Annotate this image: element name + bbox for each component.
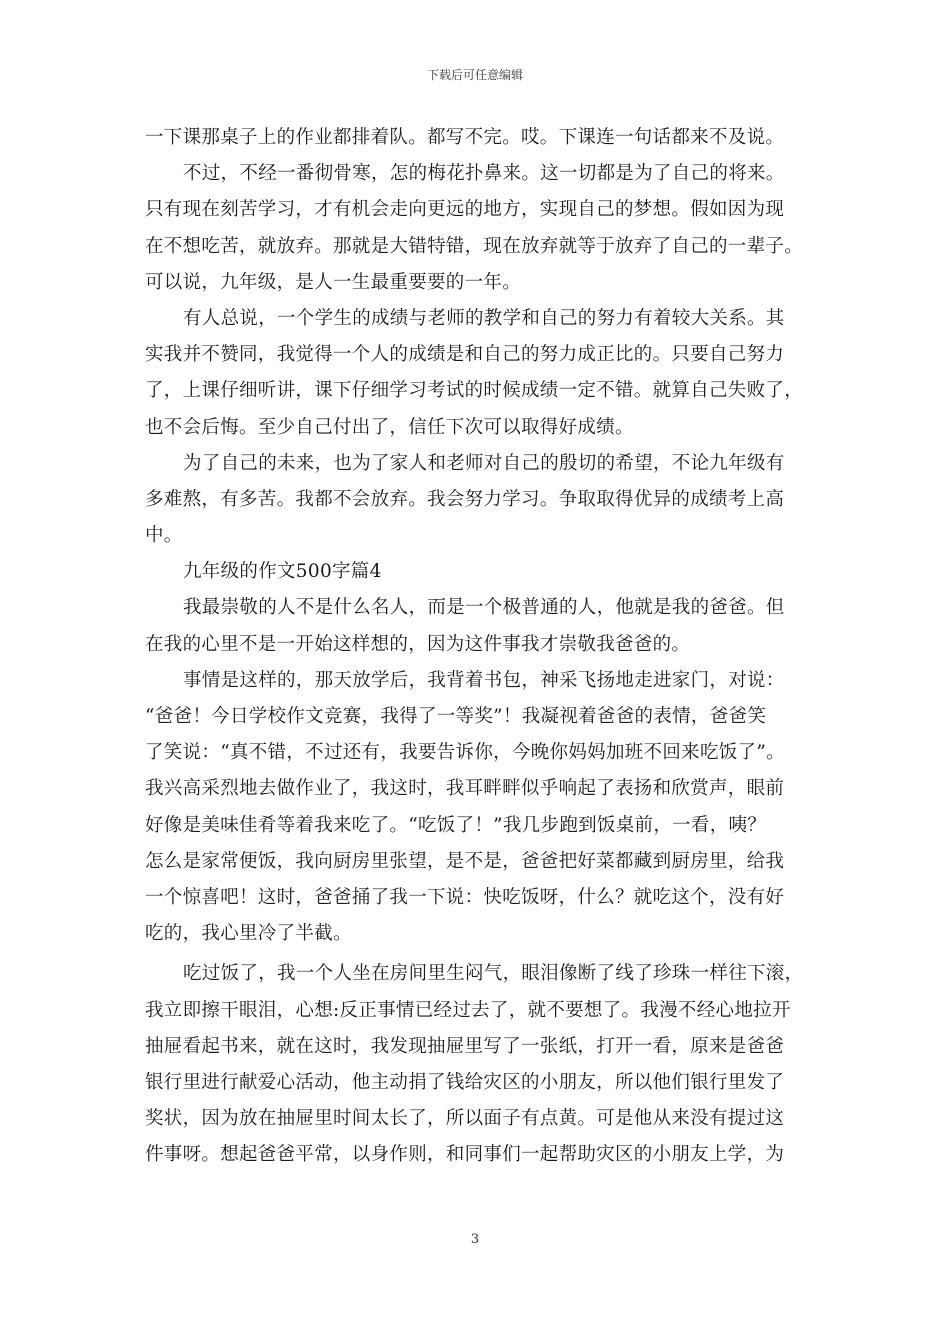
text-line: 吃的，我心里冷了半截。 — [145, 923, 352, 945]
text-line: 实我并不赞同，我觉得一个人的成绩是和自己的努力成正比的。只要自己努力 — [145, 344, 785, 366]
text-line: 一下课那桌子上的作业都排着队。都写不完。哎。下课连一句话都来不及说。 — [145, 127, 785, 148]
paragraph-start: 为了自己的未来，也为了家人和老师对自己的殷切的希望，不论九年级有 — [183, 452, 785, 474]
text-line: 了，上课仔细听讲，课下仔细学习考试的时候成绩一定不错。就算自己失败了， — [145, 380, 804, 402]
paragraph-start: 我最崇敬的人不是什么名人，而是一个极普通的人，他就是我的爸爸。但 — [183, 597, 785, 619]
text-line: 也不会后悔。至少自己付出了，信任下次可以取得好成绩。 — [145, 416, 634, 438]
text-line: “爸爸！今日学校作文竞赛，我得了一等奖”！我凝视着爸爸的表情，爸爸笑 — [145, 706, 767, 727]
text-line: 在不想吃苦，就放弃。那就是大错特错，现在放弃就等于放弃了自己的一辈子。 — [145, 235, 804, 257]
text-line: 抽屉看起书来，就在这时，我发现抽屉里写了一张纸，打开一看，原来是爸爸 — [145, 1035, 785, 1057]
text-line: 怎么是家常便饭，我向厨房里张望，是不是，爸爸把好菜都藏到厨房里，给我 — [145, 850, 785, 872]
page-number: 3 — [470, 1232, 480, 1247]
paragraph-start: 不过，不经一番彻骨寒，怎的梅花扑鼻来。这一切都是为了自己的将来。 — [183, 163, 785, 185]
paragraph-start: 事情是这样的，那天放学后，我背着书包，神采飞扬地走进家门，对说： — [183, 669, 785, 691]
text-line: 银行里进行献爱心活动，他主动捐了钱给灾区的小朋友，所以他们银行里发了 — [145, 1071, 785, 1093]
text-line: 可以说，九年级，是人一生最重要要的一年。 — [145, 271, 522, 293]
paragraph-start: 吃过饭了，我一个人坐在房间里生闷气，眼泪像断了线了珍珠一样往下滚， — [183, 963, 804, 985]
text-line: 奖状，因为放在抽屉里时间太长了，所以面子有点黄。可是他从来没有提过这 — [145, 1108, 785, 1130]
text-line: 我立即擦干眼泪，心想:反正事情已经过去了，就不要想了。我漫不经心地拉开 — [145, 999, 791, 1021]
text-line: 了笑说：“真不错，不过还有，我要告诉你，今晚你妈妈加班不回来吃饭了”。 — [145, 742, 785, 764]
text-line: 只有现在刻苦学习，才有机会走向更远的地方，实现自己的梦想。假如因为现 — [145, 199, 785, 221]
section-heading: 九年级的作文500字篇4 — [183, 561, 382, 583]
text-line: 一个惊喜吧！这时，爸爸捅了我一下说：快吃饭呀，什么？就吃这个，没有好 — [145, 886, 785, 908]
text-line: 中。 — [145, 525, 183, 547]
text-line: 我兴高采烈地去做作业了，我这时，我耳畔畔似乎响起了表扬和欣赏声，眼前 — [145, 778, 785, 800]
text-line: 多难熬，有多苦。我都不会放弃。我会努力学习。争取取得优异的成绩考上高 — [145, 488, 785, 510]
text-line: 在我的心里不是一开始这样想的，因为这件事我才崇敬我爸爸的。 — [145, 633, 691, 655]
text-line: 件事呀。想起爸爸平常，以身作则，和同事们一起帮助灾区的小朋友上学，为 — [145, 1144, 785, 1166]
document-body — [145, 120, 817, 1173]
page-header: 下载后可任意编辑 — [426, 68, 523, 82]
text-line: 好像是美味佳肴等着我来吃了。“吃饭了！”我几步跑到饭桌前，一看，咦？ — [145, 814, 767, 836]
paragraph-start: 有人总说，一个学生的成绩与老师的教学和自己的努力有着较大关系。其 — [183, 307, 785, 329]
